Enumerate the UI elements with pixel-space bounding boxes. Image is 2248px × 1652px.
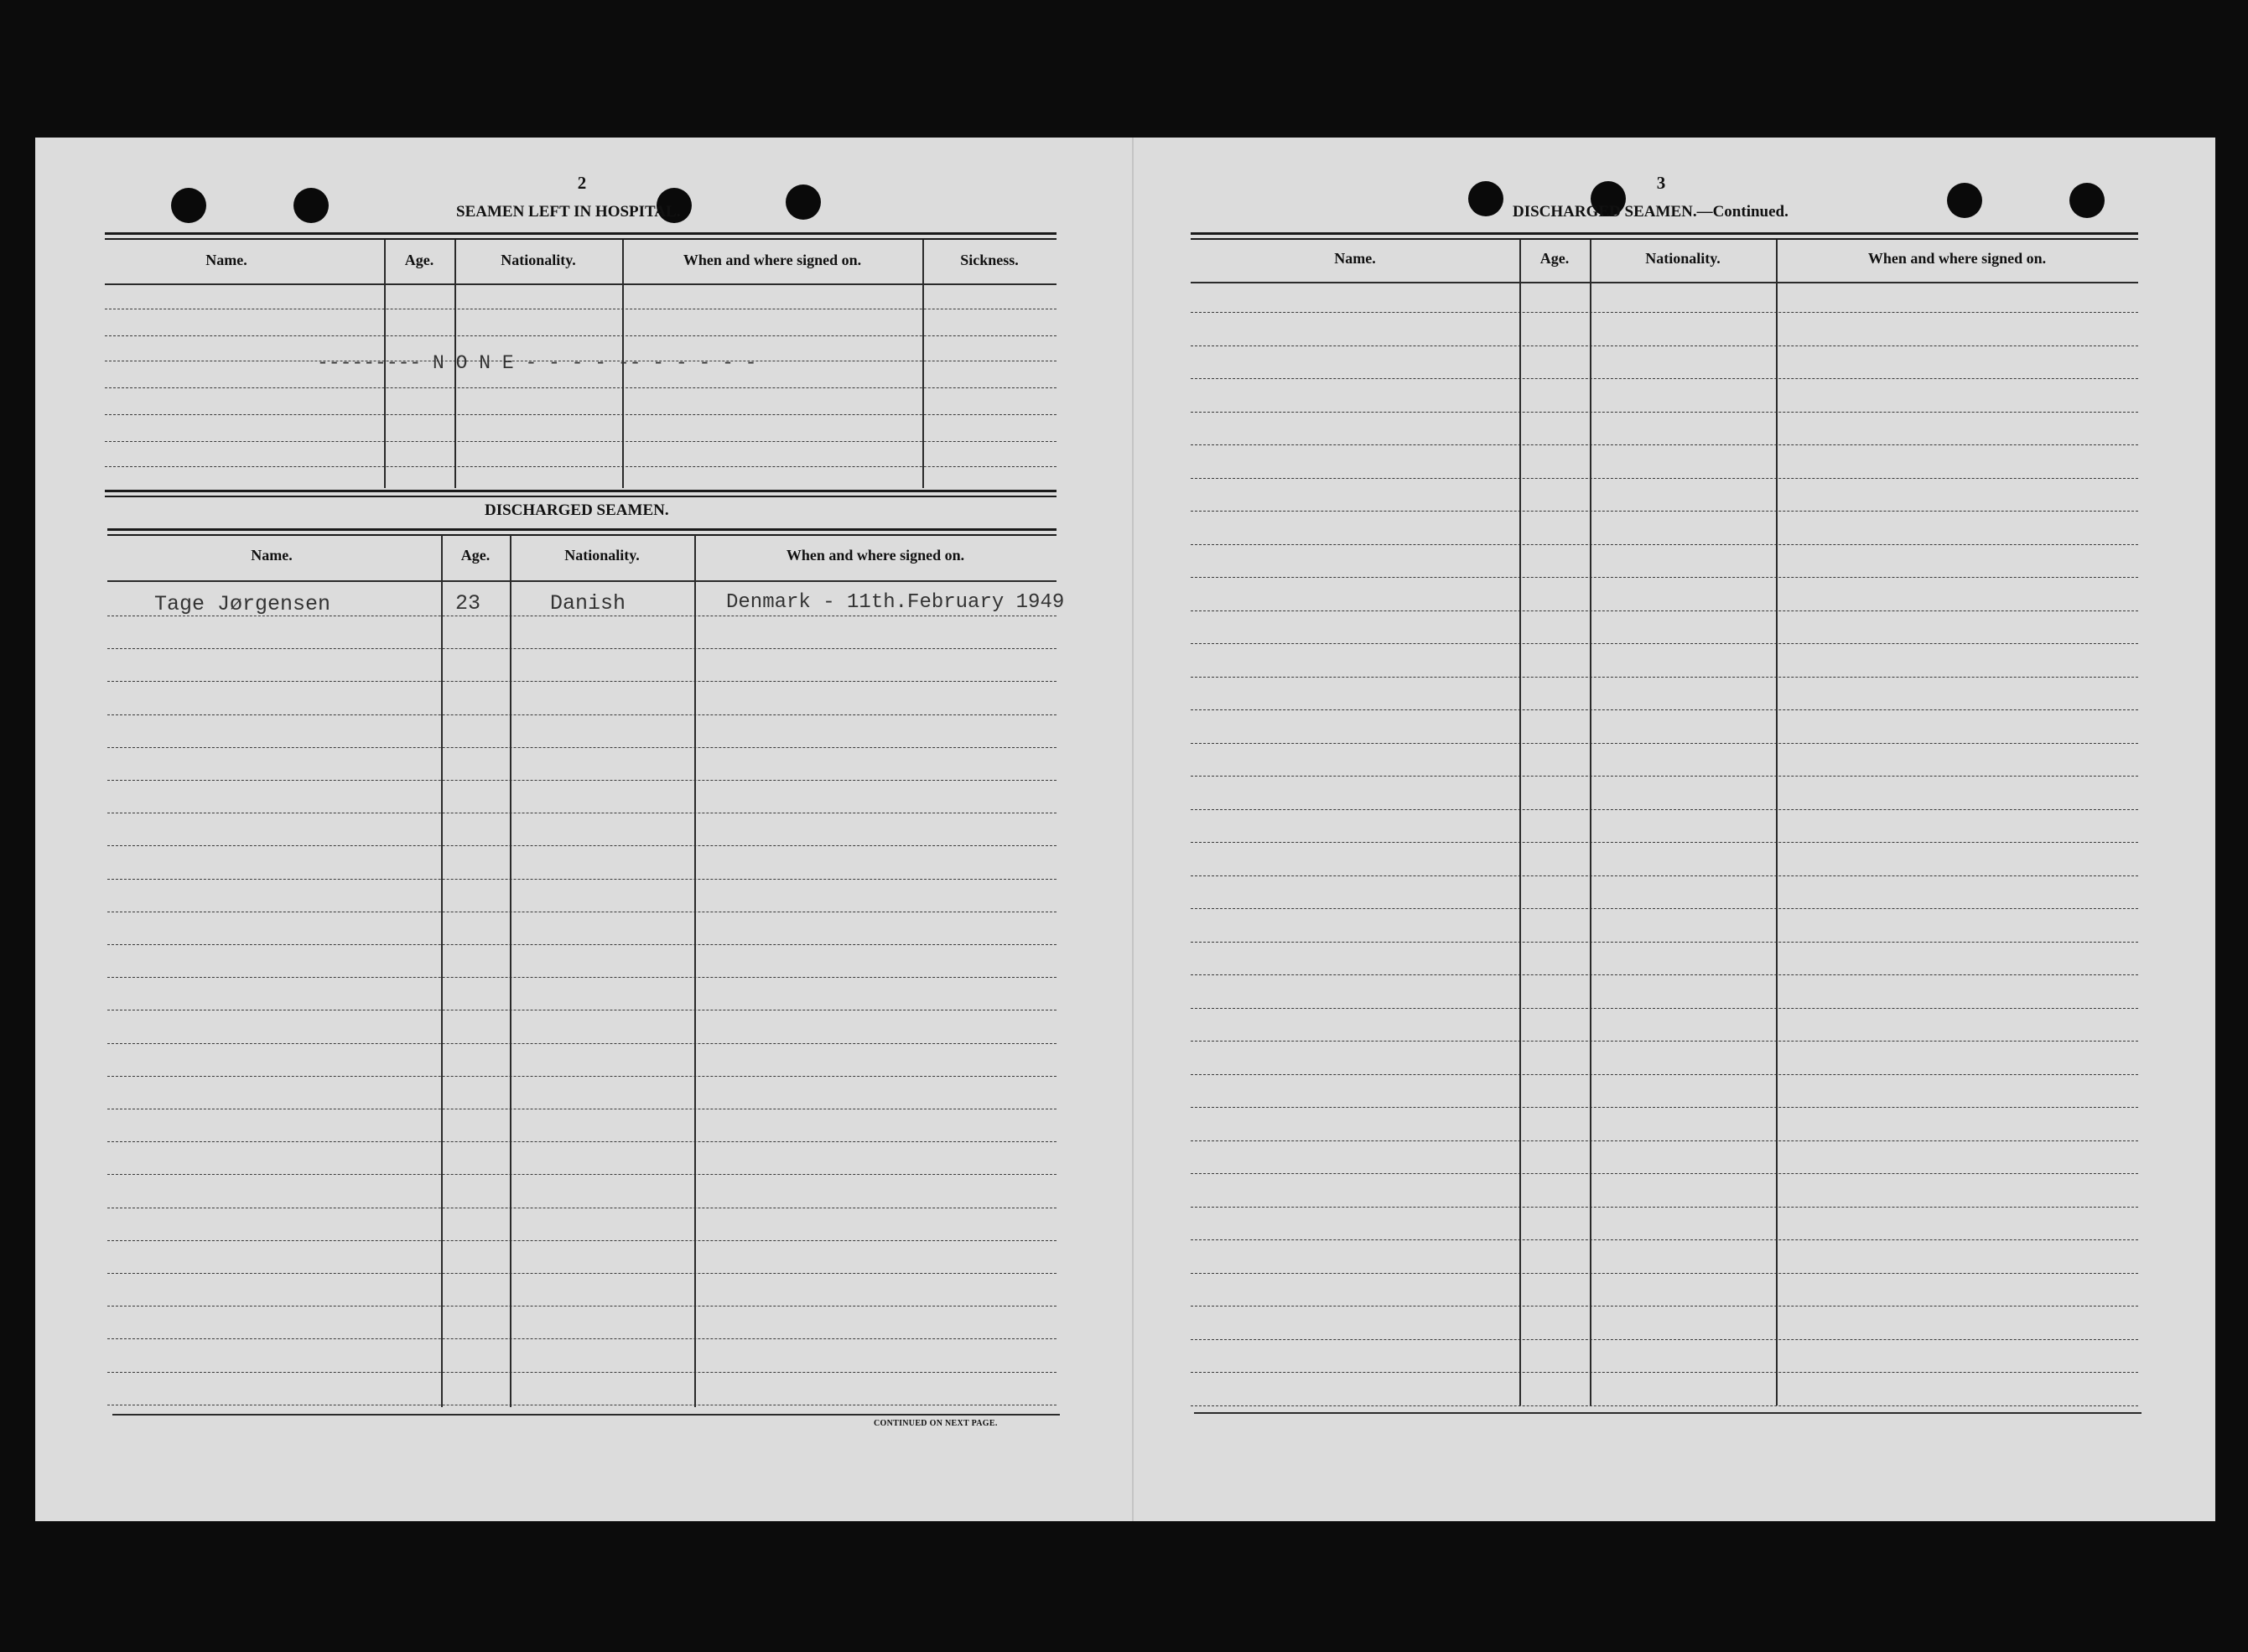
right-bottom-rule (1194, 1412, 2142, 1414)
discharged-col-divider (694, 535, 696, 1407)
punch-hole (293, 188, 329, 223)
discharged-col-name: Name. (251, 547, 293, 564)
hospital-row-line (105, 441, 1057, 442)
hospital-table-top-rule (105, 238, 1057, 240)
row-line (1191, 1273, 2138, 1274)
row-line (1191, 345, 2138, 346)
row-line (1191, 1107, 2138, 1108)
row-line (107, 1338, 1057, 1339)
row-line (1191, 1405, 2138, 1406)
row-line (1191, 1173, 2138, 1174)
discharged-table-top-rule (107, 528, 1057, 531)
punch-hole (2069, 183, 2105, 218)
row-line (1191, 1074, 2138, 1075)
row-line (107, 845, 1057, 846)
row-line (1191, 776, 2138, 777)
discharged-bottom-rule (112, 1414, 1060, 1416)
row-line (1191, 1008, 2138, 1009)
right-col-name: Name. (1334, 250, 1376, 267)
hospital-row-line (105, 335, 1057, 336)
row-line (1191, 1041, 2138, 1042)
hospital-row-line (105, 466, 1057, 467)
row-line (107, 714, 1057, 715)
seaman-nationality: Danish (550, 591, 626, 616)
hospital-row-line (105, 414, 1057, 415)
row-line (1191, 1306, 2138, 1307)
row-line (1191, 312, 2138, 313)
row-line (107, 944, 1057, 945)
discharged-section-title: DISCHARGED SEAMEN. (485, 501, 669, 519)
row-line (107, 648, 1057, 649)
row-line (107, 1372, 1057, 1373)
row-line (1191, 511, 2138, 512)
row-line (1191, 1239, 2138, 1240)
row-line (1191, 444, 2138, 445)
row-line (107, 747, 1057, 748)
hospital-table-top-rule (105, 232, 1057, 235)
row-line (1191, 1372, 2138, 1373)
row-line (1191, 577, 2138, 578)
row-line (107, 1043, 1057, 1044)
row-line (1191, 743, 2138, 744)
discharged-col-age: Age. (460, 547, 491, 564)
row-line (1191, 643, 2138, 644)
discharged-header-rule (107, 580, 1057, 582)
row-line (1191, 1207, 2138, 1208)
row-line (1191, 1339, 2138, 1340)
hospital-none-entry: --------- N O N E - - - - -- - - - - - (317, 352, 757, 374)
seaman-name: Tage Jørgensen (154, 592, 331, 616)
row-line (107, 977, 1057, 978)
row-line (107, 1273, 1057, 1274)
punch-hole (786, 184, 821, 220)
discharged-col-divider (441, 535, 443, 1407)
discharged-col-nationality: Nationality. (564, 547, 640, 564)
row-line (1191, 974, 2138, 975)
right-col-age: Age. (1539, 250, 1570, 267)
row-line (107, 1174, 1057, 1175)
hospital-col-nationality: Nationality. (501, 252, 576, 268)
page-number: 2 (577, 173, 587, 193)
hospital-col-signed-on: When and where signed on. (683, 252, 862, 268)
discharged-col-signed-on: When and where signed on. (786, 547, 965, 564)
continued-note: CONTINUED ON NEXT PAGE. (874, 1419, 998, 1428)
right-col-divider (1590, 240, 1591, 1405)
row-line (1191, 478, 2138, 479)
page-divider (1132, 138, 1134, 1521)
row-line (1191, 809, 2138, 810)
hospital-row-line (105, 387, 1057, 388)
hospital-col-age: Age. (404, 252, 434, 268)
discharged-section-top-rule (105, 496, 1057, 497)
right-section-title: DISCHARGED SEAMEN.—Continued. (1513, 203, 1789, 221)
row-line (107, 1240, 1057, 1241)
hospital-col-sickness: Sickness. (960, 252, 1019, 268)
right-col-nationality: Nationality. (1645, 250, 1721, 267)
row-line (107, 879, 1057, 880)
right-table-top-rule (1191, 238, 2138, 240)
row-line (1191, 875, 2138, 876)
discharged-table-top-rule (107, 534, 1057, 536)
row-line (1191, 842, 2138, 843)
row-line (107, 1141, 1057, 1142)
row-line (1191, 908, 2138, 909)
punch-hole (1947, 183, 1982, 218)
row-line (107, 1076, 1057, 1077)
seaman-signed-on: Denmark - 11th.February 1949 (726, 591, 1065, 614)
seaman-age: 23 (455, 591, 481, 616)
row-line (1191, 709, 2138, 710)
hospital-col-divider (922, 240, 924, 488)
row-line (1191, 544, 2138, 545)
discharged-section-top-rule (105, 490, 1057, 492)
right-col-signed-on: When and where signed on. (1867, 250, 2047, 267)
row-line (1191, 412, 2138, 413)
right-col-divider (1776, 240, 1778, 1405)
discharged-col-divider (510, 535, 511, 1407)
page-number: 3 (1656, 173, 1666, 193)
punch-hole (1468, 181, 1503, 216)
hospital-header-rule (105, 283, 1057, 285)
right-table-top-rule (1191, 232, 2138, 235)
row-line (1191, 378, 2138, 379)
row-line (1191, 942, 2138, 943)
hospital-col-name: Name. (205, 252, 247, 268)
hospital-section-title: SEAMEN LEFT IN HOSPITAL. (456, 203, 681, 221)
row-line (1191, 677, 2138, 678)
right-col-divider (1519, 240, 1521, 1405)
row-line (107, 1306, 1057, 1307)
row-line (107, 780, 1057, 781)
right-header-rule (1191, 282, 2138, 283)
row-line (107, 681, 1057, 682)
punch-hole (171, 188, 206, 223)
row-line (1191, 1140, 2138, 1141)
row-line (1191, 610, 2138, 611)
